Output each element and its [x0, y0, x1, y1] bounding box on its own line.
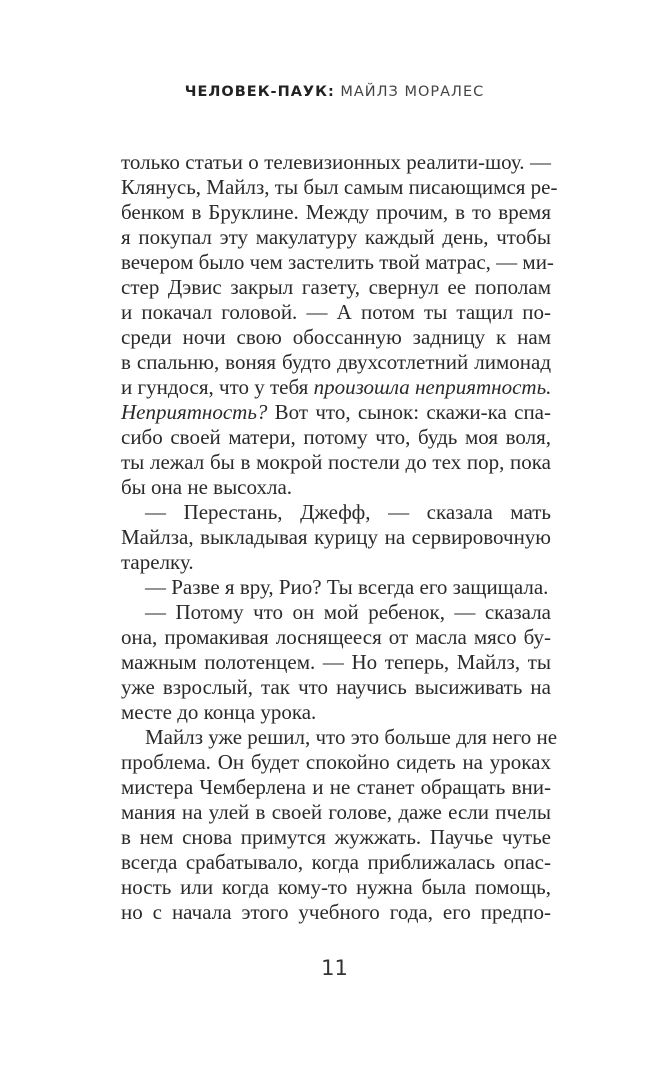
line-text: среди ночи свою обоссанную задницу к нам — [121, 325, 551, 349]
text-line — [121, 850, 551, 875]
italic-text: Неприятность? — [121, 400, 268, 424]
line-text: и покачал головой. — А потом ты тащил по- — [121, 300, 551, 324]
text-line — [121, 350, 551, 375]
line-text: и гундося, что у тебя — [121, 375, 314, 399]
text-line — [121, 475, 551, 500]
running-header-series: ЧЕЛОВЕК-ПАУК: — [184, 84, 335, 100]
line-text: в спальню, воняя будто двухсотлетний лимонад — [121, 350, 551, 374]
text-line — [121, 600, 551, 625]
line-text: Вот что, сынок: скажи-ка спа- — [267, 400, 551, 424]
text-line — [121, 625, 551, 650]
text-line — [121, 675, 551, 700]
line-text: сибо своей матери, потому что, будь моя воля, — [121, 425, 551, 449]
text-line — [121, 250, 554, 275]
line-text: бенком в Бруклине. Между прочим, в то время — [121, 200, 551, 224]
line-text: стер Дэвис закрыл газету, свернул ее пополам — [121, 275, 551, 299]
text-line — [121, 400, 551, 425]
text-line — [121, 175, 558, 200]
running-header-title: МАЙЛЗ МОРАЛЕС — [340, 84, 485, 100]
line-text: Майлз уже решил, что это больше для него не — [145, 725, 558, 749]
line-text: бы она не высохла. — [121, 475, 293, 499]
text-line — [121, 650, 551, 675]
text-line — [121, 900, 551, 925]
line-text: — Разве я вру, Рио? Ты всегда его защищала. — [145, 575, 549, 599]
body-text — [121, 150, 558, 925]
text-line — [121, 300, 551, 325]
line-text: месте до конца урока. — [121, 700, 317, 724]
text-line — [121, 375, 551, 400]
running-header — [0, 84, 669, 100]
line-text: Майлза, выкладывая курицу на сервировочную — [121, 525, 551, 549]
text-line — [121, 800, 551, 825]
line-text: вечером было чем застелить твой матрас, — ми- — [121, 250, 554, 274]
line-text: мистера Чемберлена и не станет обращать вни- — [121, 775, 551, 799]
line-text: только статьи о телевизионных реалити-шоу. — — [121, 150, 551, 174]
text-line — [121, 275, 551, 300]
line-text: мажным полотенцем. — Но теперь, Майлз, ты — [121, 650, 551, 674]
text-line — [121, 325, 551, 350]
line-text: всегда срабатывало, когда приближалась опас- — [121, 850, 551, 874]
line-text: — Перестань, Джефф, — сказала мать — [145, 500, 551, 524]
text-line — [121, 700, 551, 725]
line-text: ность или когда кому-то нужна была помощь, — [121, 875, 551, 899]
line-text: мания на улей в своей голове, даже если пчелы — [121, 800, 551, 824]
line-text: в нем снова примутся жужжать. Паучье чутье — [121, 825, 551, 849]
line-text: но с начала этого учебного года, его предпо- — [121, 900, 551, 924]
line-text: она, промакивая лоснящееся от масла мясо бу- — [121, 625, 551, 649]
line-text: я покупал эту макулатуру каждый день, чтобы — [121, 225, 551, 249]
line-text: — Потому что он мой ребенок, — сказала — [145, 600, 551, 624]
text-line — [121, 575, 551, 600]
text-line — [121, 775, 551, 800]
page-number: 11 — [321, 956, 348, 980]
text-line — [121, 875, 551, 900]
text-line — [121, 825, 551, 850]
line-text: тарелку. — [121, 550, 194, 574]
line-text: Клянусь, Майлз, ты был самым писающимся ре- — [121, 175, 558, 199]
text-line — [121, 200, 551, 225]
italic-text: произошла неприятность. — [313, 375, 552, 399]
text-line — [121, 425, 551, 450]
text-line — [121, 225, 551, 250]
line-text: ты лежал бы в мокрой постели до тех пор, пока — [121, 450, 551, 474]
text-line — [121, 550, 551, 575]
text-line — [121, 525, 551, 550]
line-text: проблема. Он будет спокойно сидеть на уроках — [121, 750, 551, 774]
text-line — [121, 750, 551, 775]
line-text: уже взрослый, так что научись высиживать на — [121, 675, 551, 699]
text-line — [121, 725, 558, 750]
text-line — [121, 500, 551, 525]
text-line — [121, 450, 551, 475]
text-line — [121, 150, 551, 175]
